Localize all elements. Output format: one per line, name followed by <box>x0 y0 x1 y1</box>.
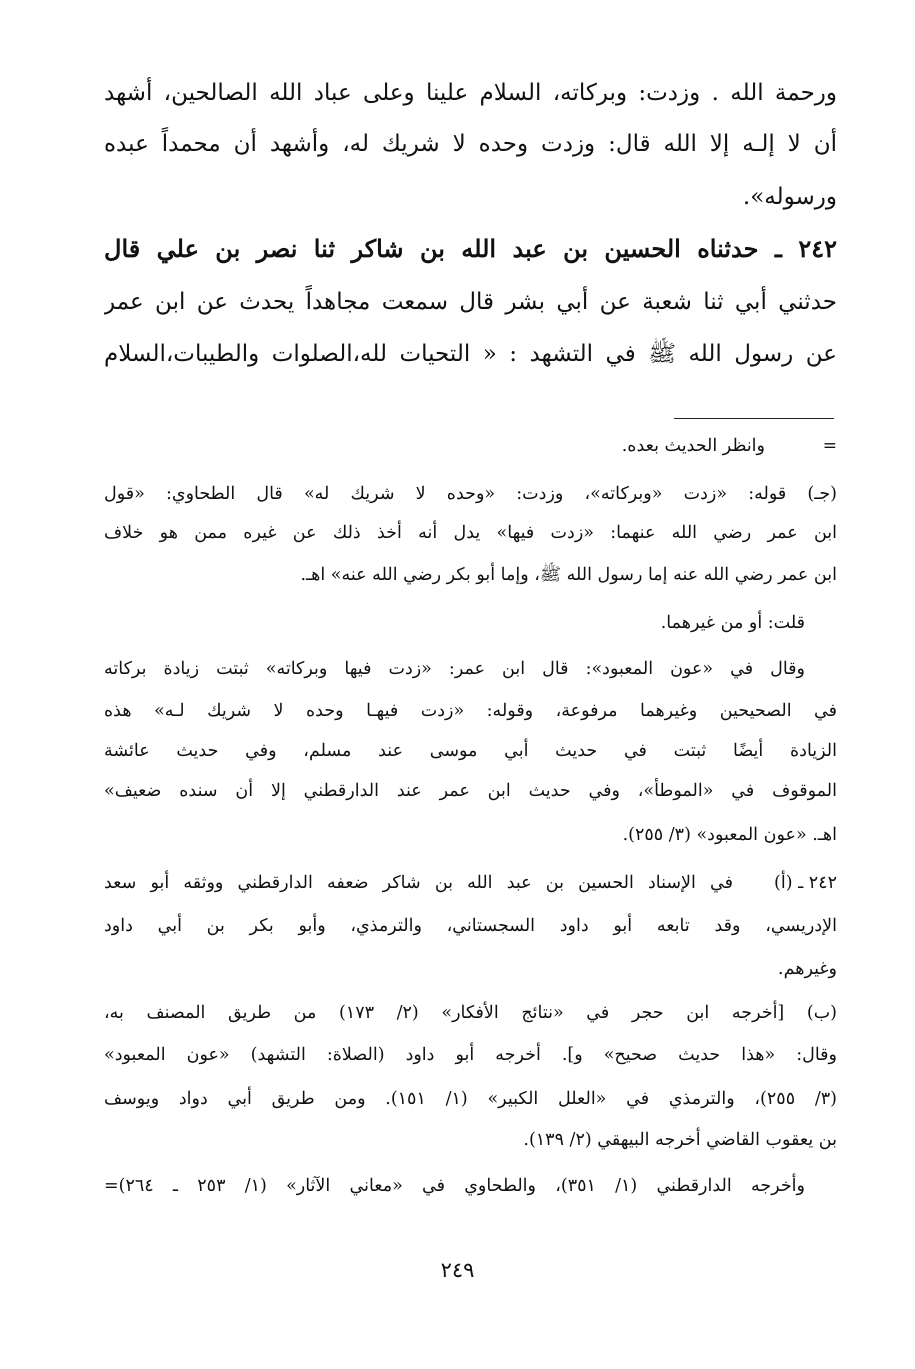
footnote-line-18: وأخرجه الدارقطني (١/ ٣٥١)، والطحاوي في «معاني الآثار» (١/ ٢٥٣ ـ ٢٦٤)= <box>104 1176 805 1196</box>
footnote-line-9: الموقوف في «الموطأ»، وفي حديث ابن عمر عند الدارقطني إلا أن سنده ضعيف» <box>104 781 837 801</box>
footnote-line-5: قلت: أو من غيرهما. <box>660 613 805 633</box>
footnote-line-17: بن يعقوب القاضي أخرجه البيهقي (٢/ ١٣٩). <box>523 1130 837 1150</box>
footnote-line-12: الإدريسي، وقد تابعه أبو داود السجستاني، والترمذي، وأبو بكر بن أبي داود <box>104 916 837 936</box>
footnote-line-7: في الصحيحين وغيرهما مرفوعة، وقوله: «زدت فيهـا وحده لا شريك لـه» هذه <box>104 701 837 721</box>
main-line-3: ورسوله». <box>742 184 837 210</box>
footnote-line-13: وغيرهم. <box>778 959 837 979</box>
footnote-line-2: (جـ) قوله: «زدت «وبركاته»، وزدت: «وحده لا شريك له» قال الطحاوي: «قول <box>104 484 837 504</box>
footnote-line-11: في الإسناد الحسين بن عبد الله بن شاكر ضعفه الدارقطني ووثقه أبو سعد <box>104 873 733 893</box>
footnote-line-10: اهـ. «عون المعبود» (٣/ ٢٥٥). <box>622 825 837 845</box>
main-line-2: أن لا إلـه إلا الله قال: وزدت وحده لا شريك له، وأشهد أن محمداً عبده <box>104 131 837 157</box>
footnote-number-242: ٢٤٢ ـ (أ) <box>774 873 837 893</box>
hadith-242-heading: ٢٤٢ ـ حدثناه الحسين بن عبد الله بن شاكر ثنا نصر بن علي قال <box>104 234 837 263</box>
footnote-line-16: (٣/ ٢٥٥)، والترمذي في «العلل الكبير» (١/ ١٥١). ومن طريق أبي دواد ويوسف <box>104 1089 837 1109</box>
footnote-line-1: وانظر الحديث بعده. <box>621 436 765 456</box>
footnote-line-8: الزيادة أيضًا ثبتت في حديث أبي موسى عند مسلم، وفي حديث عائشة <box>104 741 837 761</box>
main-line-6: عن رسول الله ﷺ في التشهد : « التحيات لله،الصلوات والطيبات،السلام <box>104 341 837 367</box>
footnote-line-15: وقال: «هذا حديث صحيح» و]. أخرجه أبو داود (الصلاة: التشهد) «عون المعبود» <box>104 1045 837 1065</box>
footnote-line-3: ابن عمر رضي الله عنهما: «زدت فيها» يدل أنه أخذ ذلك عن غيره ممن هو خلاف <box>104 523 837 543</box>
main-line-1: ورحمة الله . وزدت: وبركاته، السلام علينا وعلى عباد الله الصالحين، أشهد <box>104 80 837 106</box>
main-line-5: حدثني أبي ثنا شعبة عن أبي بشر قال سمعت مجاهداً يحدث عن ابن عمر <box>104 289 837 315</box>
footnote-line-14: (ب) [أخرجه ابن حجر في «نتائج الأفكار» (٢/ ١٧٣) من طريق المصنف به، <box>104 1003 837 1023</box>
continuation-mark: = <box>822 436 837 456</box>
footnote-line-4: ابن عمر رضي الله عنه إما رسول الله ﷺ، وإما أبو بكر رضي الله عنه» اهـ. <box>300 565 837 585</box>
footnote-separator <box>674 418 834 419</box>
footnote-line-6: وقال في «عون المعبود»: قال ابن عمر: «زدت فيها وبركاته» ثبتت زيادة بركاته <box>104 659 805 679</box>
page-number: ٢٤٩ <box>440 1258 475 1282</box>
